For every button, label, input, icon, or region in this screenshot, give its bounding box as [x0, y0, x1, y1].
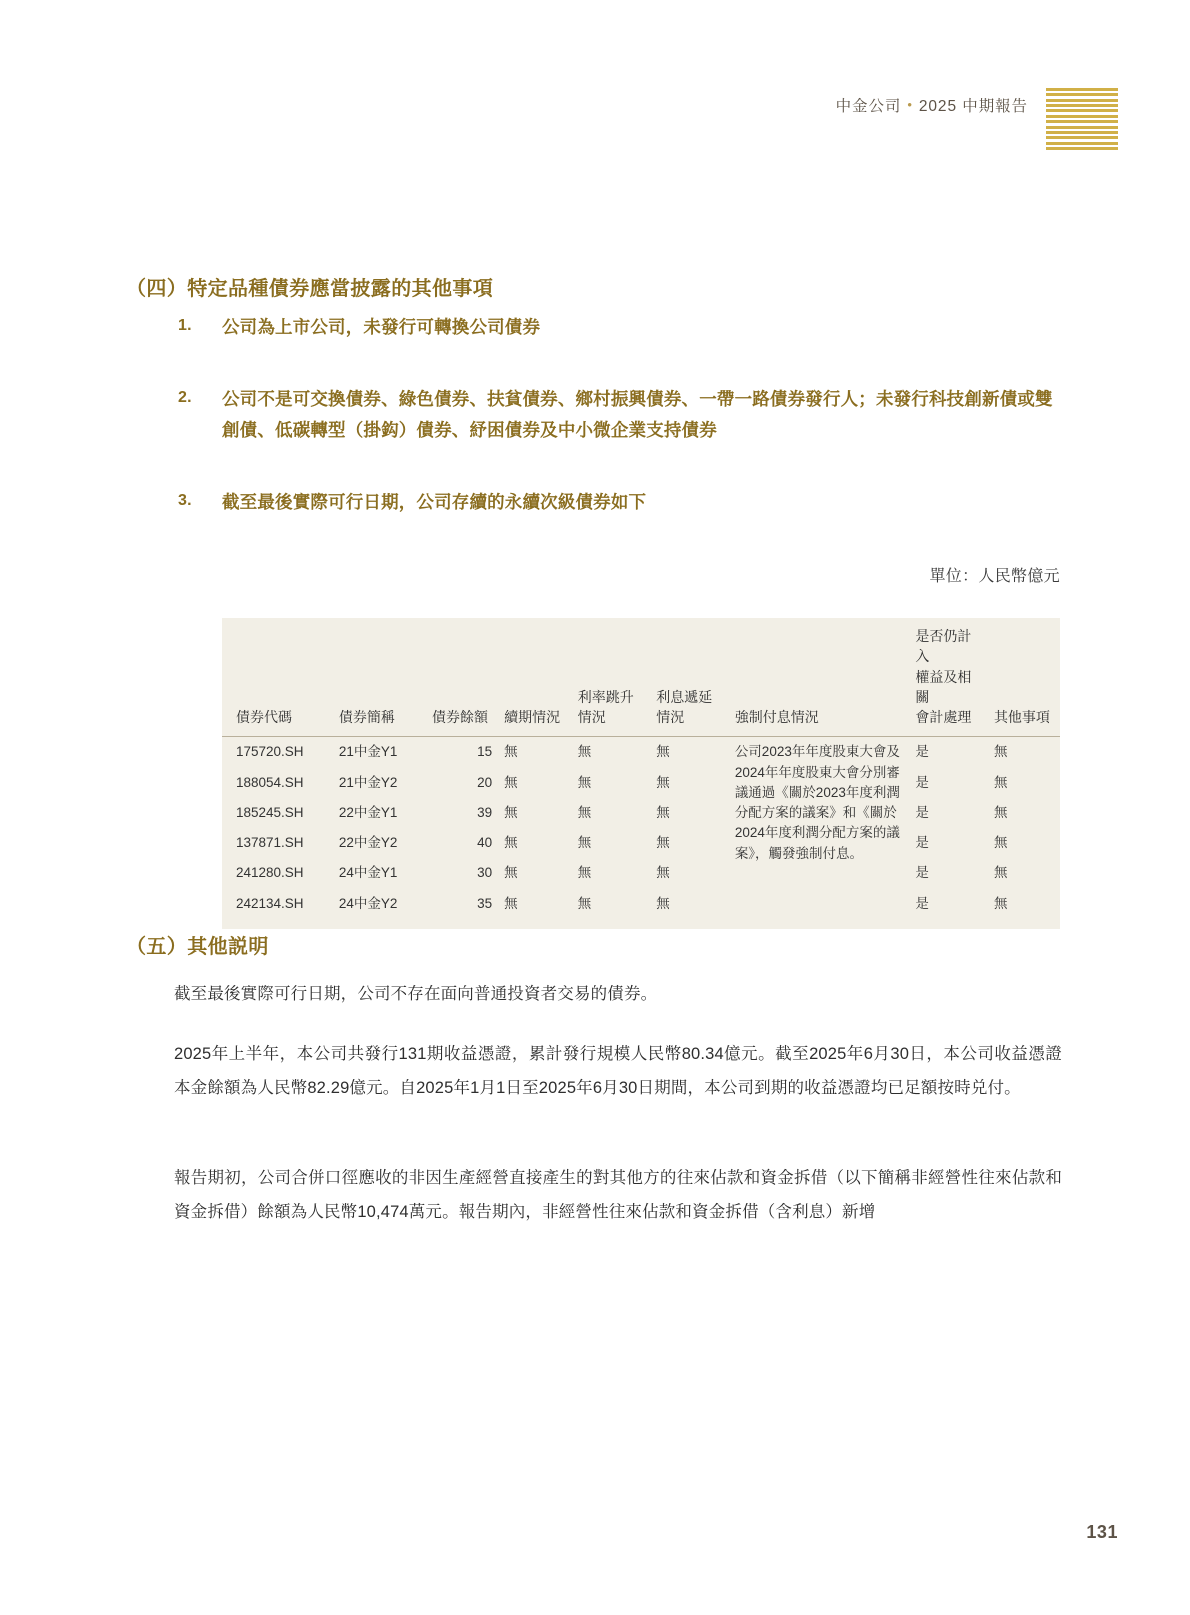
cell-balance: 35	[477, 895, 493, 911]
cell-code: 175720.SH	[236, 744, 304, 760]
item-3-number: 3.	[178, 492, 192, 509]
cell-interest-defer: 無	[656, 835, 670, 851]
col-header-interest-defer	[650, 618, 729, 737]
page-header	[836, 88, 1118, 150]
col-header-equity	[909, 618, 988, 737]
cell-code: 188054.SH	[236, 774, 304, 790]
col-header-force-payment: 強制付息情況	[734, 709, 819, 726]
col-header-equity-l1: 是否仍計入	[915, 628, 972, 665]
cell-balance: 15	[477, 744, 493, 760]
section-five-paragraph-1: 截至最後實際可行日期，公司不存在面向普通投資者交易的債券。	[174, 985, 658, 1003]
header-report: 2025 中期報告	[918, 98, 1028, 115]
col-header-balance: 債券餘額	[431, 709, 488, 726]
section-four-item-2	[178, 384, 1058, 445]
col-header-extension: 續期情況	[504, 709, 561, 726]
bonds-table-container	[222, 618, 1060, 929]
bonds-table-head	[222, 618, 1060, 737]
cell-code: 241280.SH	[236, 865, 304, 881]
cell-rate-step: 無	[577, 835, 592, 851]
cell-other: 無	[993, 895, 1008, 911]
col-header-equity-l2: 權益及相關	[915, 668, 972, 705]
col-header-other: 其他事項	[993, 709, 1050, 726]
cell-rate-step: 無	[577, 895, 592, 911]
section-five-paragraph-3: 報告期初，公司合併口徑應收的非因生產經營直接產生的對其他方的往來佔款和資金拆借（以下簡稱非經營性往來佔款和資金拆借）餘額為人民幣10,474萬元。報告期內，非經營性往來佔款和資金拆借（含利息）新增	[174, 1169, 1062, 1221]
table-row	[222, 858, 1060, 888]
cell-name: 21中金Y1	[338, 744, 398, 760]
cell-equity: 是	[915, 744, 929, 760]
cell-other: 無	[993, 804, 1008, 820]
header-separator: •	[907, 97, 913, 112]
table-unit-note: 單位：人民幣億元	[929, 568, 1060, 585]
cell-extension: 無	[504, 865, 518, 881]
col-header-interest-defer-l2: 情況	[656, 709, 685, 726]
bonds-table-body	[222, 737, 1060, 919]
cell-code: 185245.SH	[236, 804, 304, 820]
table-bottom-spacer	[222, 919, 1060, 929]
item-1-text: 公司為上市公司，未發行可轉換公司債券	[222, 317, 541, 337]
cell-interest-defer: 無	[656, 774, 670, 790]
cell-balance: 39	[477, 804, 493, 820]
item-3-text: 截至最後實際可行日期，公司存續的永續次級債券如下	[222, 492, 647, 512]
cell-name: 22中金Y1	[338, 804, 398, 820]
cell-other: 無	[993, 835, 1008, 851]
cell-equity: 是	[915, 865, 929, 881]
col-header-rate-step-l1: 利率跳升	[577, 688, 634, 705]
page-number: 131	[1086, 1522, 1118, 1542]
cell-balance: 40	[477, 835, 493, 851]
cell-force-payment-merged: 公司2023年年度股東大會及2024年年度股東大會分別審議通過《關於2023年度利潤分配方案的議案》和《關於2024年度利潤分配方案的議案》，觸發強制付息。	[734, 744, 900, 861]
cell-extension: 無	[504, 895, 518, 911]
bonds-table-header-row	[222, 618, 1060, 737]
cell-rate-step: 無	[577, 744, 592, 760]
cell-name: 22中金Y2	[338, 835, 398, 851]
cell-interest-defer: 無	[656, 865, 670, 881]
cell-name: 24中金Y2	[338, 895, 398, 911]
section-five-paragraph-2: 2025年上半年，本公司共發行131期收益憑證，累計發行規模人民幣80.34億元。截至2025年6月30日，本公司收益憑證本金餘額為人民幣82.29億元。自2025年1月1日至2025年6月30日期間，本公司到期的收益憑證均已足額按時兑付。	[174, 1045, 1062, 1097]
col-header-rate-step-l2: 情況	[577, 709, 606, 726]
cell-equity: 是	[915, 774, 929, 790]
cell-name: 21中金Y2	[338, 774, 398, 790]
header-title-line	[836, 88, 1028, 116]
table-row	[222, 828, 1060, 858]
item-2-number: 2.	[178, 389, 192, 406]
header-decoration-bars	[1046, 88, 1118, 150]
cell-rate-step: 無	[577, 865, 592, 881]
cell-extension: 無	[504, 774, 518, 790]
item-1-number: 1.	[178, 317, 192, 334]
section-four-item-3	[178, 487, 1058, 518]
cell-code: 137871.SH	[236, 835, 304, 851]
cell-extension: 無	[504, 744, 518, 760]
cell-interest-defer: 無	[656, 744, 670, 760]
section-four-item-1	[178, 312, 1058, 343]
section-four-title: （四）特定品種債券應當披露的其他事項	[126, 278, 494, 300]
cell-other: 無	[993, 865, 1008, 881]
col-header-equity-l3: 會計處理	[915, 709, 972, 726]
cell-equity: 是	[915, 804, 929, 820]
cell-equity: 是	[915, 895, 929, 911]
item-2-text: 公司不是可交換債券、綠色債券、扶貧債券、鄉村振興債券、一帶一路債券發行人；未發行科技創新債或雙創債、低碳轉型（掛鈎）債券、紓困債券及中小微企業支持債券	[222, 389, 1053, 440]
cell-code: 242134.SH	[236, 895, 304, 911]
cell-interest-defer: 無	[656, 895, 670, 911]
col-header-code: 債券代碼	[236, 709, 292, 726]
cell-extension: 無	[504, 804, 518, 820]
cell-equity: 是	[915, 835, 929, 851]
header-company: 中金公司	[835, 98, 902, 115]
cell-balance: 20	[477, 774, 493, 790]
cell-rate-step: 無	[577, 804, 592, 820]
cell-other: 無	[993, 744, 1008, 760]
col-header-rate-step	[572, 618, 651, 737]
col-header-name: 債券簡稱	[338, 709, 395, 726]
cell-extension: 無	[504, 835, 518, 851]
table-row	[222, 768, 1060, 798]
bonds-table	[222, 618, 1060, 919]
cell-rate-step: 無	[577, 774, 592, 790]
cell-other: 無	[993, 774, 1008, 790]
table-row	[222, 889, 1060, 919]
section-five-title: （五）其他説明	[126, 936, 269, 958]
cell-balance: 30	[477, 865, 493, 881]
col-header-interest-defer-l1: 利息遞延	[656, 688, 713, 705]
table-row	[222, 737, 1060, 768]
cell-name: 24中金Y1	[338, 865, 398, 881]
table-row	[222, 798, 1060, 828]
cell-interest-defer: 無	[656, 804, 670, 820]
